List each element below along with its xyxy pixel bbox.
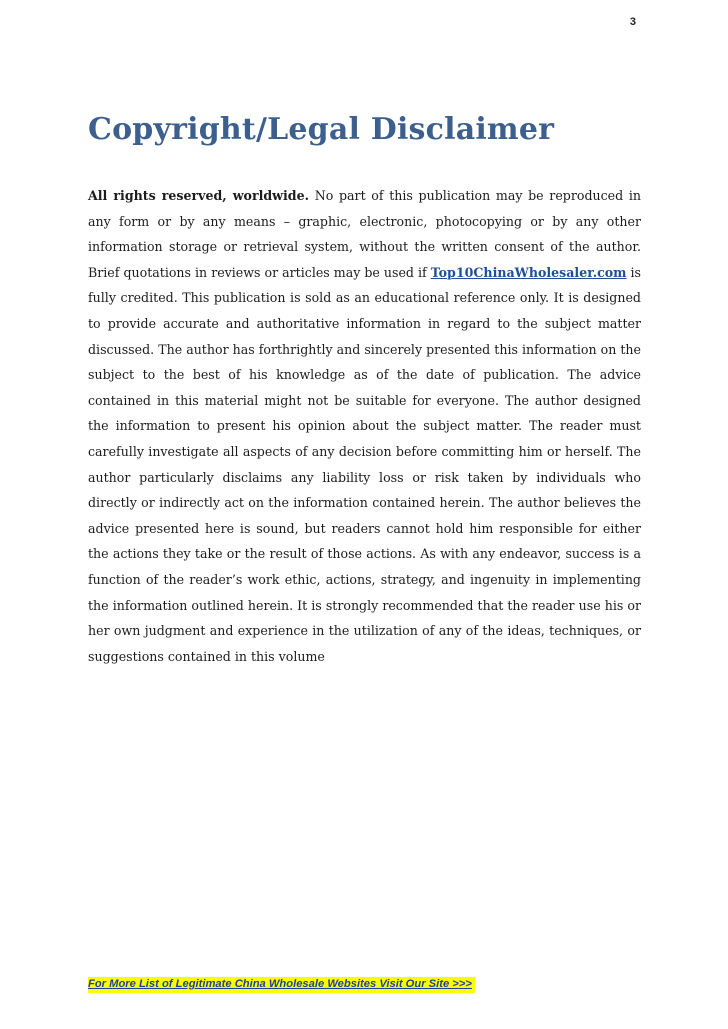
site-link[interactable]: Top10ChinaWholesaler.com [430, 264, 627, 280]
page-number: 3 [629, 16, 636, 28]
disclaimer-text-part-2: is fully credited. This publication is sold as an educational reference only. It is designed to provide accurate and authoritative information in regard to the subject matter discussed. The author has forthrightly and sincerely presented this information on the subject to the best of his knowledge as of the date of publication. The advice contained in this material might not be suitable for everyone. The author designed the information to present his opinion about the subject matter. The reader must carefully investigate all aspects of any decision before committing him or herself. The author particularly disclaims any liability loss or risk taken by individuals who directly or indirectly act on the information contained herein. The author believes the advice presented here is sound, but readers cannot hold him responsible for either the actions they take or the result of those actions. As with any endeavor, success is a function of the reader’s work ethic, actions, strategy, and ingenuity in implementing the information outlined herein. It is strongly recommended that the reader use his or her own judgment and experience in the utilization of any of the ideas, techniques, or suggestions contained in this volume [88, 264, 641, 664]
disclaimer-lead: All rights reserved, worldwide. [88, 188, 310, 203]
disclaimer-paragraph [88, 183, 641, 669]
footer-site-link[interactable]: For More List of Legitimate China Wholesale Websites Visit Our Site >>> [88, 977, 475, 993]
disclaimer-text-part-1: No part of this publication may be reproduced in any form or by any means – graphic, electronic, photocopying or by any other information storage or retrieval system, without the written consent of the author. Brief quotations in reviews or articles may be used if [88, 188, 642, 280]
page-title: Copyright/Legal Disclaimer [88, 112, 555, 147]
